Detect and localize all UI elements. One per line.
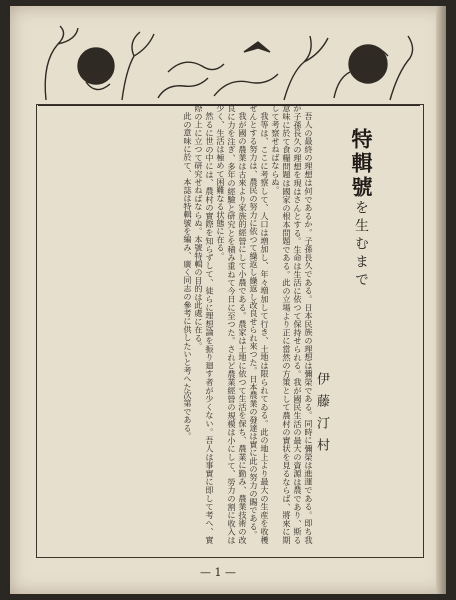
paragraph: 吾人の最終の理想は何であるか。子孫長久である。日本民族の理想は彌榮である。同時に彌榮は進運である。即ち我が子孫長久の理想を現はさんとする。生命は生活に依つて保持せられる。我が國民生活の最大の資源は農であり、斯る意味に於て食糧問題は國家の根本問題である。此の立場より正に當然の方策として農村の實状を見るならば、將來に期して考察せねばならぬ。 [271,104,314,544]
page-edge [436,6,446,594]
paragraph: 我が國の農業は古來より家族的經營にして小農である。農家は土地に依つて生活を保ち、農業に勤み、農業技術の改良に力を注ぎ、多年の經驗と研究とを積み重ねて今日に至つた。されど農業經營の規模は小にして、勞力の割に收入は少く、生活は極めて困難なる状態に在る。 [216,104,248,544]
page-number: — 1 — [200,566,236,579]
header-illustration [38,22,420,106]
title-rest: を生むまで [353,200,369,290]
article-title [346,128,376,290]
decorative-banner-icon [38,22,420,104]
title-main: 特輯號 [349,128,374,200]
paragraph: 此の意味に於て、本誌は特輯號を編み、廣く同志の參考に供したいと考へた次第である。 [183,112,193,441]
article-body [96,104,314,544]
author-name: 伊藤汀村 [314,372,329,460]
paragraph: 我等は、ここに考察して、人口は増加し、年々増加して行き、土地は限られてゐる。此の地上より最大の生産を收穫せんとする努力は、農民の努力に依つて繰返し繰返し改良せられ來つた。日本農業の發達は實に此の努力の賜である。 [249,104,270,544]
paragraph: 然るに世の中には、農村の實際を知らずして、徒らに理想論を振り廻す者が少くない。吾人は事實に即して考へ、實際の上に立つて研究せねばならぬ。本號特輯の目的は此處に在る。 [194,104,215,544]
